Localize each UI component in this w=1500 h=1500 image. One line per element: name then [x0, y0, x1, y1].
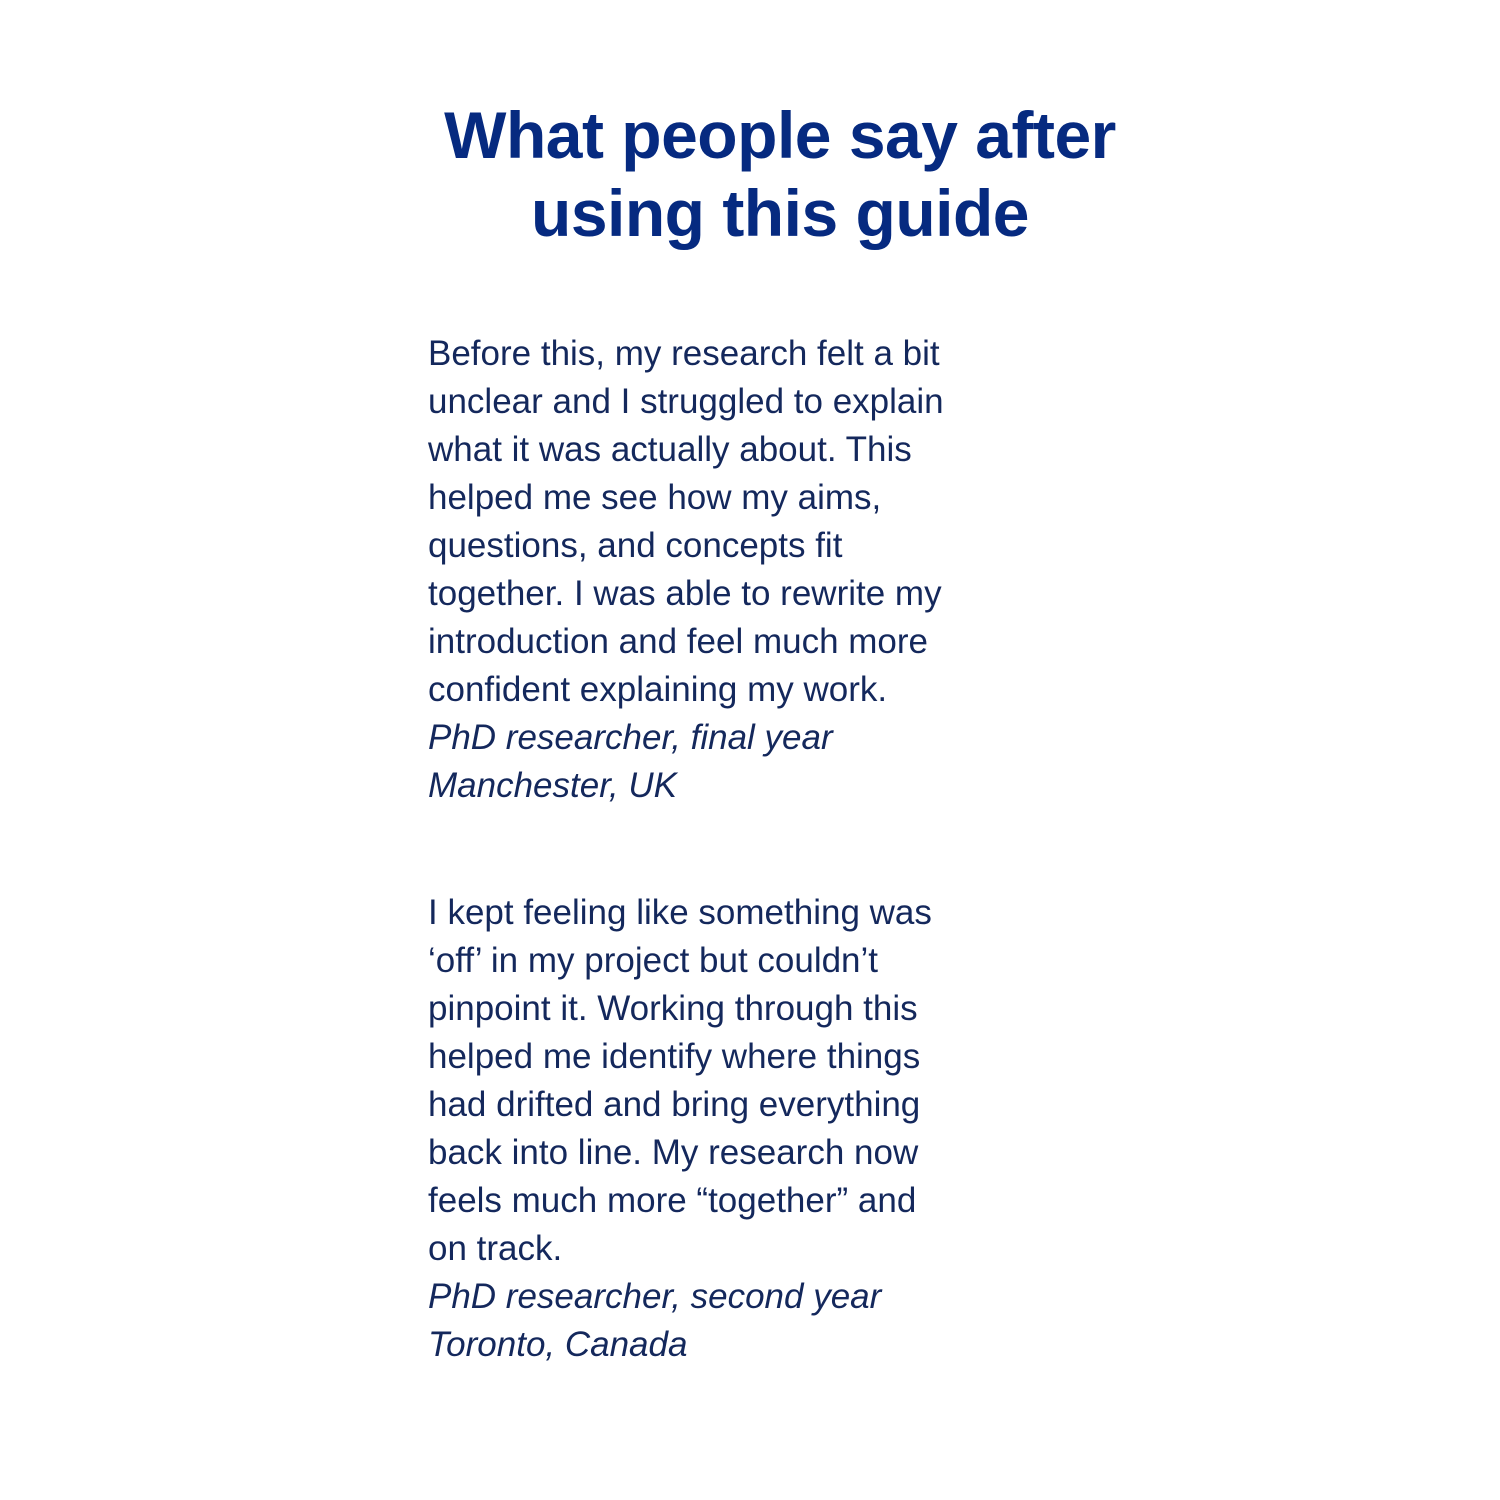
- testimonial-attribution: [428, 714, 1048, 810]
- quote-line: together. I was able to rewrite my: [428, 574, 942, 613]
- testimonial-quote: [428, 889, 1048, 1273]
- quote-line: confident explaining my work.: [428, 670, 888, 709]
- quote-line: ‘off’ in my project but couldn’t: [428, 941, 879, 980]
- quote-line: had drifted and bring everything: [428, 1085, 921, 1124]
- quote-line: what it was actually about. This: [428, 430, 912, 469]
- attribution-location: Toronto, Canada: [428, 1325, 688, 1364]
- quote-line: helped me identify where things: [428, 1037, 921, 1076]
- testimonial-quote: [428, 330, 1048, 714]
- quote-line: back into line. My research now: [428, 1133, 919, 1172]
- quote-line: Before this, my research felt a bit: [428, 334, 940, 373]
- testimonial-card: [428, 889, 1048, 1369]
- attribution-location: Manchester, UK: [428, 766, 677, 805]
- quote-line: questions, and concepts fit: [428, 526, 843, 565]
- quote-line: I kept feeling like something was: [428, 893, 932, 932]
- page-title-line: What people say after: [444, 98, 1116, 172]
- quote-line: helped me see how my aims,: [428, 478, 882, 517]
- attribution-role: PhD researcher, second year: [428, 1277, 882, 1316]
- testimonial-attribution: [428, 1273, 1048, 1369]
- attribution-role: PhD researcher, final year: [428, 718, 833, 757]
- quote-line: feels much more “together” and: [428, 1181, 917, 1220]
- quote-line: introduction and feel much more: [428, 622, 928, 661]
- quote-line: on track.: [428, 1229, 563, 1268]
- quote-line: pinpoint it. Working through this: [428, 989, 918, 1028]
- quote-line: unclear and I struggled to explain: [428, 382, 944, 421]
- page-title: [330, 96, 1230, 252]
- testimonial-card: [428, 330, 1048, 810]
- page-title-line: using this guide: [531, 176, 1029, 250]
